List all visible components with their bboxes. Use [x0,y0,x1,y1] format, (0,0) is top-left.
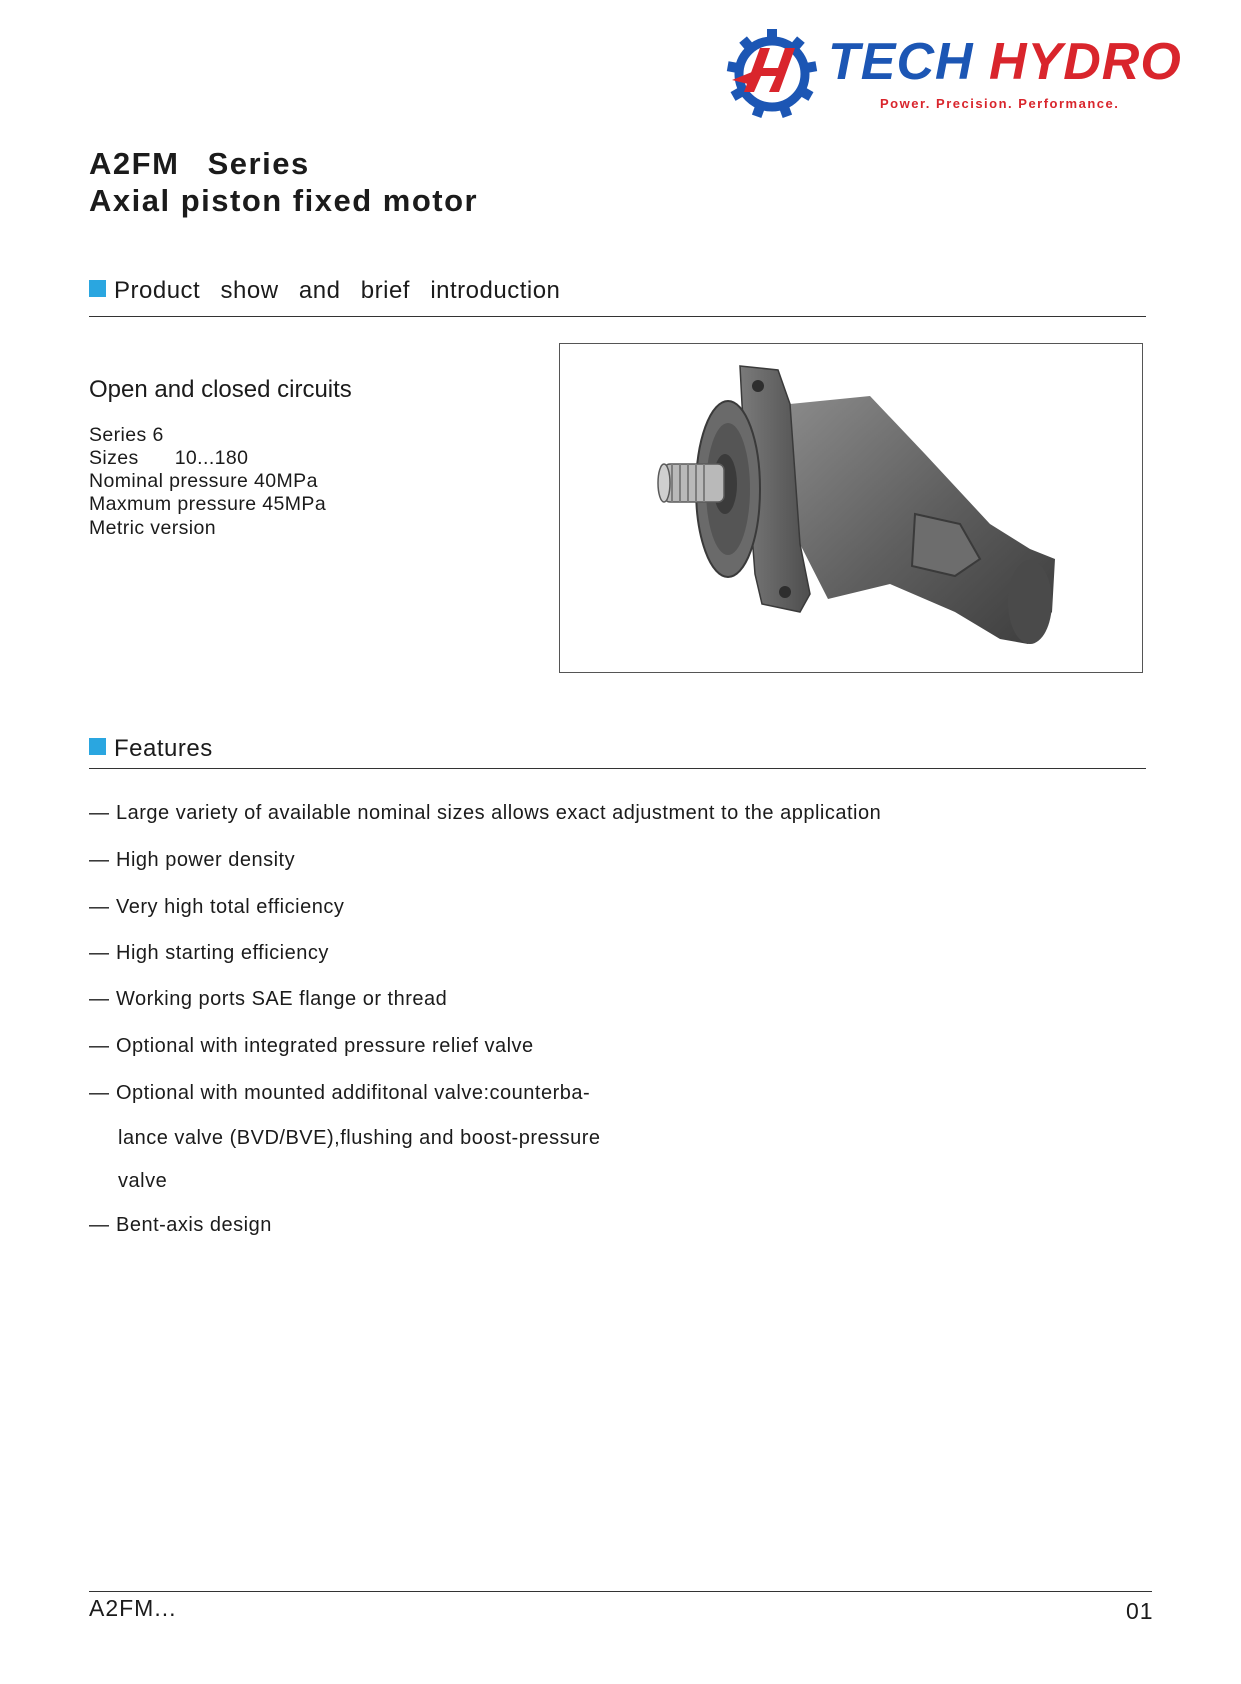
product-photo [559,343,1143,673]
spec-sizes: Sizes 10...180 [89,447,249,469]
intro-subheading: Open and closed circuits [89,376,352,403]
spec-max-pressure: Maxmum pressure 45MPa [89,493,327,515]
feature-item-continued: valve [118,1170,168,1192]
section-marker-icon [89,280,106,297]
footer-model: A2FM... [89,1595,177,1621]
footer-divider [89,1591,1152,1592]
section-divider [89,316,1146,317]
feature-item: — Optional with integrated pressure relief valve [89,1035,534,1057]
feature-item: — Large variety of available nominal sizes allows exact adjustment to the application [89,802,882,824]
feature-item: — High power density [89,849,296,871]
section-heading-features: Features [89,735,213,763]
page-title-product: Axial piston fixed motor [89,183,479,218]
spec-series: Series 6 [89,424,164,446]
brand-logo [724,24,1210,120]
feature-item: — Optional with mounted addifitonal valve:counterba- [89,1082,591,1104]
page-title-series: A2FM Series [89,146,310,181]
feature-item: — High starting efficiency [89,942,329,964]
axial-piston-motor-icon [560,344,1142,672]
spec-nominal-pressure: Nominal pressure 40MPa [89,470,318,492]
section-marker-icon [89,738,106,755]
gear-logo-icon [724,28,824,118]
feature-item: — Working ports SAE flange or thread [89,988,448,1010]
logo-tagline: Power. Precision. Performance. [880,96,1120,111]
feature-item: — Bent-axis design [89,1214,272,1236]
section-heading-intro: Product show and brief introduction [89,277,560,305]
feature-item: — Very high total efficiency [89,896,345,918]
logo-wordmark: TECH HYDRO [828,33,1182,91]
spec-metric: Metric version [89,517,216,539]
section-divider [89,768,1146,769]
feature-item-continued: lance valve (BVD/BVE),flushing and boost-pressure [118,1127,601,1149]
page-number: 01 [1126,1598,1154,1624]
